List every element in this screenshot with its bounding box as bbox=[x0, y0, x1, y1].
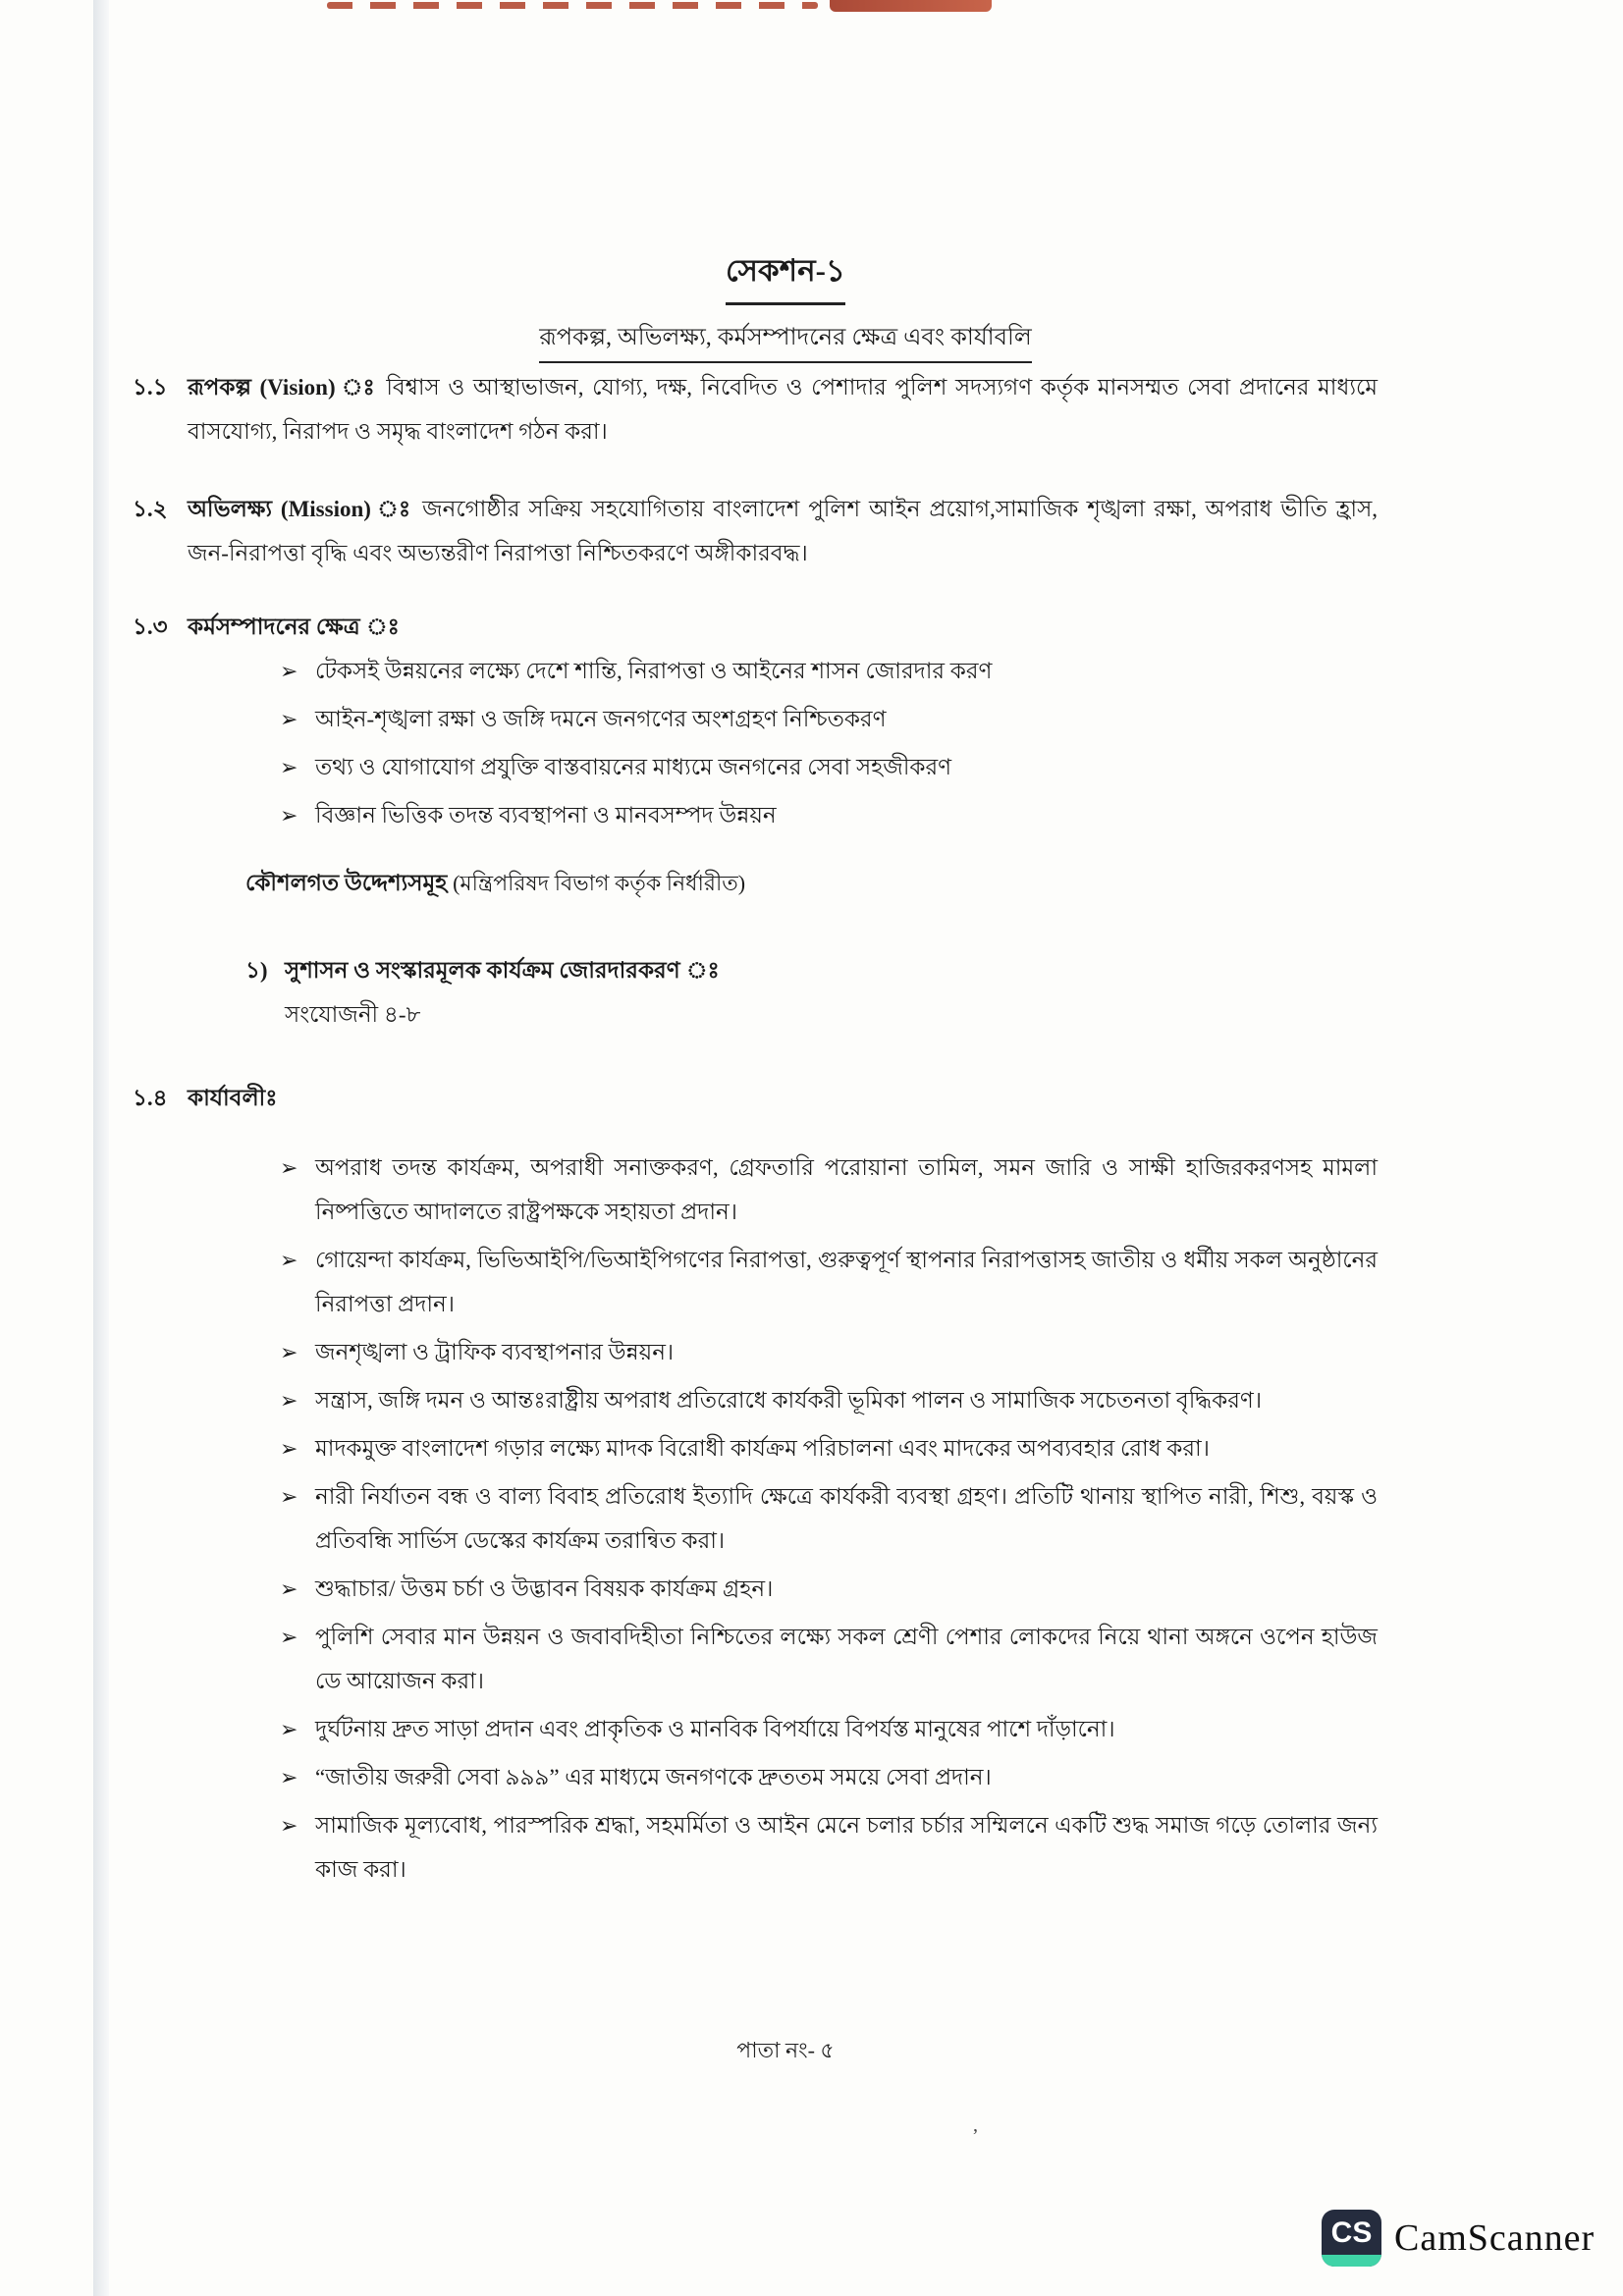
strategic-objectives-heading bbox=[245, 861, 1378, 905]
list-item bbox=[280, 1707, 1378, 1751]
arrow-bullet-icon: ➢ bbox=[280, 707, 298, 731]
list-item-text: নারী নির্যাতন বন্ধ ও বাল্য বিবাহ প্রতিরোধ ইত্যাদি ক্ষেত্রে কার্যকরী ব্যবস্থা গ্রহণ। প্রতিটি থানায় স্থাপিত নারী, শিশু, বয়স্ক ও প্রতিবন্ধি সার্ভিস ডেস্কের কার্যক্রম তরান্বিত করা। bbox=[315, 1484, 1378, 1553]
section-heading: রূপকল্প (Vision) ঃ bbox=[188, 375, 378, 400]
camscanner-logo-icon bbox=[1322, 2210, 1381, 2267]
list-item-text: পুলিশি সেবার মান উন্নয়ন ও জবাবদিহীতা নিশ্চিতের লক্ষ্যে সকল শ্রেণী পেশার লোকদের নিয়ে থানা অঙ্গনে ওপেন হাউজ ডে আয়োজন করা। bbox=[315, 1625, 1378, 1693]
section-number: ১.৪ bbox=[133, 1086, 168, 1110]
strategic-heading-bold: কৌশলগত উদ্দেশ্যসমূহ bbox=[245, 871, 448, 895]
list-item bbox=[280, 697, 1378, 741]
list-item-text: তথ্য ও যোগাযোগ প্রযুক্তি বাস্তবায়নের মাধ্যমে জনগনের সেবা সহজীকরণ bbox=[315, 755, 952, 779]
camscanner-watermark bbox=[1322, 2210, 1595, 2267]
item-number: ১) bbox=[245, 958, 268, 983]
strategic-objective-item bbox=[245, 948, 1378, 1037]
arrow-bullet-icon: ➢ bbox=[280, 1340, 298, 1364]
item-annex: সংযোজনী ৪-৮ bbox=[285, 1002, 421, 1027]
list-item bbox=[280, 1146, 1378, 1234]
list-item bbox=[280, 1378, 1378, 1422]
arrow-bullet-icon: ➢ bbox=[280, 1155, 298, 1180]
strategic-heading-note: (মন্ত্রিপরিষদ বিভাগ কর্তৃক নির্ধারীত) bbox=[453, 871, 746, 895]
arrow-bullet-icon: ➢ bbox=[280, 1436, 298, 1461]
arrow-bullet-icon: ➢ bbox=[280, 1717, 298, 1741]
list-item bbox=[280, 649, 1378, 693]
section-1-2-mission bbox=[133, 487, 1378, 575]
arrow-bullet-icon: ➢ bbox=[280, 1576, 298, 1601]
scan-top-red-dash-artifact bbox=[327, 2, 818, 9]
list-item bbox=[280, 1238, 1378, 1326]
section-paragraph bbox=[188, 487, 1378, 575]
list-item bbox=[280, 1330, 1378, 1374]
list-item-text: সামাজিক মূল্যবোধ, পারস্পরিক শ্রদ্ধা, সহমর্মিতা ও আইন মেনে চলার চর্চার সম্মিলনে একটি শুদ্ধ সমাজ গড়ে তোলার জন্য কাজ করা। bbox=[315, 1813, 1378, 1882]
section-heading: কর্মসম্পাদনের ক্ষেত্র ঃ bbox=[188, 614, 400, 639]
list-item bbox=[280, 1755, 1378, 1799]
arrow-bullet-icon: ➢ bbox=[280, 1484, 298, 1509]
list-item-text: মাদকমুক্ত বাংলাদেশ গড়ার লক্ষ্যে মাদক বিরোধী কার্যক্রম পরিচালনা এবং মাদকের অপব্যবহার রোধ করা। bbox=[315, 1436, 1210, 1461]
camscanner-label: CamScanner bbox=[1394, 2217, 1596, 2259]
list-item-text: গোয়েন্দা কার্যক্রম, ভিভিআইপি/ভিআইপিগণের নিরাপত্তা, গুরুত্বপূর্ণ স্থাপনার নিরাপত্তাসহ জাতীয় ও ধর্মীয় সকল অনুষ্ঠানের নিরাপত্তা প্রদান। bbox=[315, 1248, 1378, 1316]
list-item-text: টেকসই উন্নয়নের লক্ষ্যে দেশে শান্তি, নিরাপত্তা ও আইনের শাসন জোরদার করণ bbox=[315, 659, 993, 683]
bullet-list bbox=[280, 1146, 1378, 1892]
list-item bbox=[280, 1567, 1378, 1611]
section-text: বিশ্বাস ও আস্থাভাজন, যোগ্য, দক্ষ, নিবেদিত ও পেশাদার পুলিশ সদস্যগণ কর্তৃক মানসম্মত সেবা প্রদানের মাধ্যমে বাসযোগ্য, নিরাপদ ও সমৃদ্ধ বাংলাদেশ গঠন করা। bbox=[188, 375, 1379, 444]
list-item-text: সন্ত্রাস, জঙ্গি দমন ও আন্তঃরাষ্ট্রীয় অপরাধ প্রতিরোধে কার্যকরী ভূমিকা পালন ও সামাজিক সচেতনতা বৃদ্ধিকরণ। bbox=[315, 1388, 1263, 1413]
section-heading: কার্যাবলীঃ bbox=[188, 1086, 278, 1110]
section-1-4-functions bbox=[133, 1076, 1378, 1892]
arrow-bullet-icon: ➢ bbox=[280, 755, 298, 779]
list-item bbox=[280, 793, 1378, 837]
list-item bbox=[280, 1474, 1378, 1563]
list-item-text: দুর্ঘটনায় দ্রুত সাড়া প্রদান এবং প্রাকৃতিক ও মানবিক বিপর্যায়ে বিপর্যস্ত মানুষের পাশে দাঁড়ানো। bbox=[315, 1717, 1115, 1741]
arrow-bullet-icon: ➢ bbox=[280, 803, 298, 828]
document-body bbox=[133, 365, 1378, 1896]
arrow-bullet-icon: ➢ bbox=[280, 1625, 298, 1649]
section-text: জনগোষ্ঠীর সক্রিয় সহযোগিতায় বাংলাদেশ পুলিশ আইন প্রয়োগ,সামাজিক শৃঙ্খলা রক্ষা, অপরাধ ভীতি হ্রাস, জন-নিরাপত্তা বৃদ্ধি এবং অভ্যন্তরীণ নিরাপত্তা নিশ্চিতকরণে অঙ্গীকারবদ্ধ। bbox=[188, 497, 1379, 565]
bullet-list bbox=[280, 649, 1378, 837]
section-heading: অভিলক্ষ্য (Mission) ঃ bbox=[188, 497, 414, 521]
arrow-bullet-icon: ➢ bbox=[280, 1388, 298, 1413]
list-item-text: “জাতীয় জরুরী সেবা ৯৯৯” এর মাধ্যমে জনগণকে দ্রুততম সময়ে সেবা প্রদান। bbox=[315, 1765, 992, 1789]
scan-speck-artifact: ’ bbox=[972, 2125, 979, 2147]
list-item bbox=[280, 1615, 1378, 1703]
arrow-bullet-icon: ➢ bbox=[280, 1248, 298, 1272]
list-item-text: আইন-শৃঙ্খলা রক্ষা ও জঙ্গি দমনে জনগণের অংশগ্রহণ নিশ্চিতকরণ bbox=[315, 707, 887, 731]
arrow-bullet-icon: ➢ bbox=[280, 1765, 298, 1789]
list-item-text: জনশৃঙ্খলা ও ট্রাফিক ব্যবস্থাপনার উন্নয়ন। bbox=[315, 1340, 675, 1364]
list-item bbox=[280, 1426, 1378, 1470]
item-body bbox=[285, 948, 720, 1037]
list-item-text: অপরাধ তদন্ত কার্যক্রম, অপরাধী সনাক্তকরণ, গ্রেফতারি পরোয়ানা তামিল, সমন জারি ও সাক্ষী হাজিরকরণসহ মামলা নিষ্পত্তিতে আদালতে রাষ্ট্রপক্ষকে সহায়তা প্রদান। bbox=[315, 1155, 1378, 1224]
page-subtitle: রূপকল্প, অভিলক্ষ্য, কর্মসম্পাদনের ক্ষেত্র এবং কার্যাবলি bbox=[539, 319, 1031, 363]
title-block bbox=[93, 247, 1478, 363]
arrow-bullet-icon: ➢ bbox=[280, 659, 298, 683]
camscanner-badge-accent bbox=[1322, 2255, 1381, 2267]
item-title: সুশাসন ও সংস্কারমূলক কার্যক্রম জোরদারকরণ ঃ bbox=[285, 958, 720, 983]
scan-top-red-patch-artifact bbox=[830, 0, 992, 12]
list-item-text: শুদ্ধাচার/ উত্তম চর্চা ও উদ্ভাবন বিষয়ক কার্যক্রম গ্রহন। bbox=[315, 1576, 774, 1601]
section-number: ১.৩ bbox=[133, 614, 168, 639]
section-number: ১.১ bbox=[133, 375, 168, 400]
page-title: সেকশন-১ bbox=[726, 247, 845, 305]
section-1-4-heading-row bbox=[133, 1076, 1378, 1120]
list-item-text: বিজ্ঞান ভিত্তিক তদন্ত ব্যবস্থাপনা ও মানবসম্পদ উন্নয়ন bbox=[315, 803, 777, 828]
section-paragraph bbox=[188, 365, 1378, 454]
section-1-1-vision bbox=[133, 365, 1378, 454]
section-number: ১.২ bbox=[133, 497, 168, 521]
arrow-bullet-icon: ➢ bbox=[280, 1813, 298, 1838]
list-item bbox=[280, 745, 1378, 789]
page-number: পাতা নং- ৫ bbox=[736, 2038, 835, 2062]
list-item bbox=[280, 1803, 1378, 1892]
section-1-3-performance-areas bbox=[133, 605, 1378, 841]
camscanner-badge-text: CS bbox=[1330, 2216, 1373, 2249]
section-body bbox=[188, 605, 1378, 841]
